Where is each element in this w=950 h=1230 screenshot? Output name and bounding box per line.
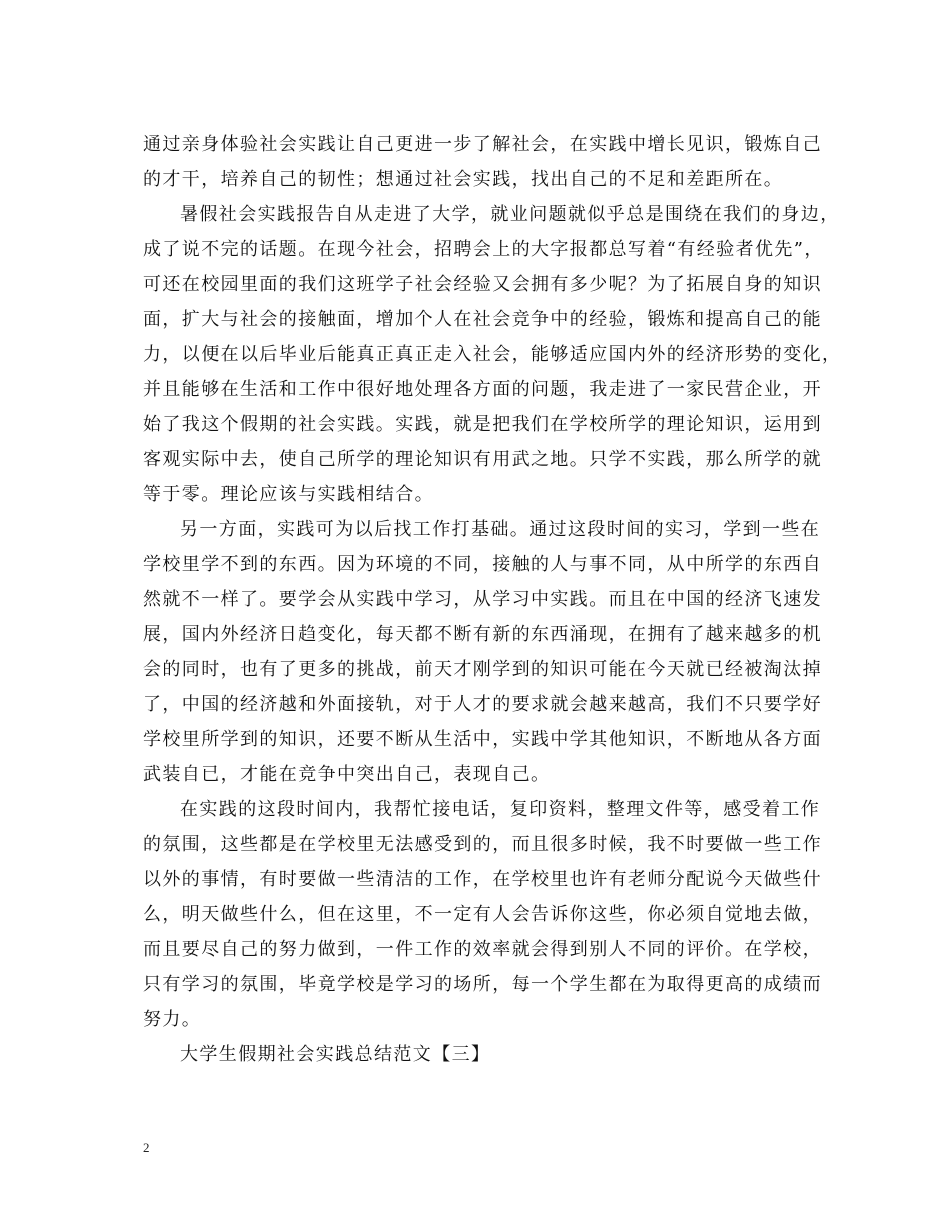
text-line: 通过亲身体验社会实践让自己更进一步了解社会，在实践中增长见识，锻炼自己 — [143, 134, 822, 155]
section-heading: 大学生假期社会实践总结范文【三】 — [180, 1044, 491, 1065]
text-line: 可还在校园里面的我们这班学子社会经验又会拥有多少呢？为了拓展自身的知识 — [143, 274, 822, 295]
text-line: 而且要尽自己的努力做到，一件工作的效率就会得到别人不同的评价。在学校， — [143, 939, 822, 960]
body-text — [143, 127, 842, 1072]
page-number: 2 — [143, 1140, 150, 1155]
paragraph — [143, 512, 822, 792]
text-line: 面，扩大与社会的接触面，增加个人在社会竞争中的经验，锻炼和提高自己的能 — [143, 309, 822, 330]
text-line: 以外的事情，有时要做一些清洁的工作，在学校里也许有老师分配说今天做些什 — [143, 869, 822, 890]
text-line: 力，以便在以后毕业后能真正真正走入社会，能够适应国内外的经济形势的变化， — [143, 344, 842, 365]
text-line: 客观实际中去，使自己所学的理论知识有用武之地。只学不实践，那么所学的就 — [143, 449, 822, 470]
text-line: 武装自已，才能在竞争中突出自己，表现自己。 — [143, 764, 551, 785]
paragraph — [143, 127, 822, 197]
text-line: 了，中国的经济越和外面接轨，对于人才的要求就会越来越高，我们不只要学好 — [143, 694, 822, 715]
text-line: 学校里所学到的知识，还要不断从生活中，实践中学其他知识，不断地从各方面 — [143, 729, 822, 750]
text-line: 成了说不完的话题。在现今社会，招聘会上的大字报都总写着“有经验者优先”， — [143, 239, 824, 260]
text-line: 学校里学不到的东西。因为环境的不同，接触的人与事不同，从中所学的东西自 — [143, 554, 822, 575]
paragraph — [143, 197, 842, 512]
text-line: 暑假社会实践报告自从走进了大学，就业问题就似乎总是围绕在我们的身边， — [180, 204, 840, 225]
paragraph — [143, 792, 822, 1037]
text-line: 始了我这个假期的社会实践。实践，就是把我们在学校所学的理论知识，运用到 — [143, 414, 822, 435]
text-line: 努力。 — [143, 1009, 202, 1030]
text-line: 的氛围，这些都是在学校里无法感受到的，而且很多时候，我不时要做一些工作 — [143, 834, 822, 855]
text-line: 么，明天做些什么，但在这里，不一定有人会告诉你这些，你必须自觉地去做， — [143, 904, 822, 925]
text-line: 然就不一样了。要学会从实践中学习，从学习中实践。而且在中国的经济飞速发 — [143, 589, 822, 610]
text-line: 并且能够在生活和工作中很好地处理各方面的问题，我走进了一家民营企业，开 — [143, 379, 822, 400]
text-line: 会的同时，也有了更多的挑战，前天才刚学到的知识可能在今天就已经被淘汰掉 — [143, 659, 822, 680]
text-line: 的才干，培养自己的韧性；想通过社会实践，找出自己的不足和差距所在。 — [143, 169, 784, 190]
text-line: 另一方面，实践可为以后找工作打基础。通过这段时间的实习，学到一些在 — [180, 519, 821, 540]
text-line: 等于零。理论应该与实践相结合。 — [143, 484, 434, 505]
text-line: 只有学习的氛围，毕竟学校是学习的场所，每一个学生都在为取得更高的成绩而 — [143, 974, 822, 995]
text-line: 在实践的这段时间内，我帮忙接电话，复印资料，整理文件等，感受着工作 — [180, 799, 821, 820]
text-line: 展，国内外经济日趋变化，每天都不断有新的东西涌现，在拥有了越来越多的机 — [143, 624, 822, 645]
